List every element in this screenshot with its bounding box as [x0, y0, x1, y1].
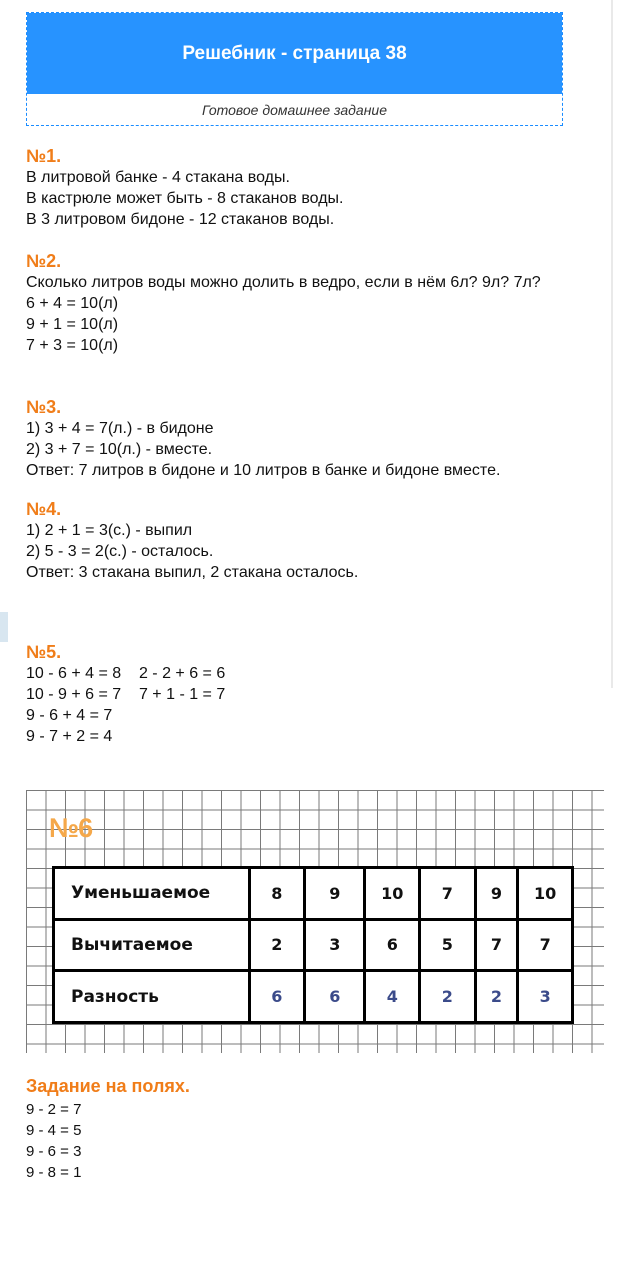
row-label: Разность: [54, 971, 250, 1023]
task-line: 6 + 4 = 10(л): [26, 295, 119, 312]
task-title: №5.: [26, 642, 62, 662]
row-label: Уменьшаемое: [54, 868, 250, 920]
task-line: 10 - 6 + 4 = 8 2 - 2 + 6 = 6: [26, 665, 226, 682]
table-cell: 2: [249, 919, 305, 971]
task-line: 9 + 1 = 10(л): [26, 316, 119, 333]
task-6-image: [26, 790, 604, 1053]
table-row: [54, 868, 573, 920]
task-line: 9 - 7 + 2 = 4: [26, 728, 113, 745]
task-line: Ответ: 3 стакана выпил, 2 стакана осталось.: [26, 564, 359, 581]
table-cell: 9: [305, 868, 365, 920]
page-subtitle: Готовое домашнее задание: [201, 101, 387, 118]
table-cell: 7: [475, 919, 518, 971]
page-title: Решебник - страница 38: [27, 13, 562, 94]
table-cell: 7: [420, 868, 476, 920]
task-4: [26, 498, 586, 583]
task-3: [26, 396, 586, 481]
table-cell: 3: [518, 971, 573, 1023]
task-line: 10 - 9 + 6 = 7 7 + 1 - 1 = 7: [26, 686, 226, 703]
margin-task: [26, 1099, 81, 1183]
task-line: 9 - 6 = 3: [26, 1143, 82, 1160]
task-line: 2) 3 + 7 = 10(л.) - вместе.: [26, 441, 213, 458]
row-label: Вычитаемое: [54, 919, 250, 971]
table-cell: 7: [518, 919, 573, 971]
table-cell: 2: [475, 971, 518, 1023]
table-cell: 8: [249, 868, 305, 920]
task-line: 9 - 6 + 4 = 7: [26, 707, 113, 724]
task-line: 1) 3 + 4 = 7(л.) - в бидоне: [26, 420, 214, 437]
task-title: №2.: [26, 251, 62, 271]
page-header: [26, 12, 563, 126]
table-cell: 4: [365, 971, 420, 1023]
table-cell: 6: [305, 971, 365, 1023]
task-line: 9 - 8 = 1: [26, 1164, 82, 1181]
task-title: №1.: [26, 146, 62, 166]
table-cell: 6: [249, 971, 305, 1023]
task-line: 9 - 2 = 7: [26, 1101, 82, 1118]
page-edge-line: [611, 0, 613, 688]
table-cell: 6: [365, 919, 420, 971]
side-marker: [0, 612, 8, 642]
task-line: 2) 5 - 3 = 2(с.) - осталось.: [26, 543, 214, 560]
task-line: 9 - 4 = 5: [26, 1122, 82, 1139]
task-6-title: №6: [49, 813, 93, 843]
task-question: Сколько литров воды можно долить в ведро, если в нём 6л? 9л? 7л?: [26, 274, 541, 291]
margin-task-title: Задание на полях.: [26, 1076, 190, 1096]
table-cell: 5: [420, 919, 476, 971]
task-line: Ответ: 7 литров в бидоне и 10 литров в банке и бидоне вместе.: [26, 462, 501, 479]
task-line: 7 + 3 = 10(л): [26, 337, 119, 354]
task-line: 1) 2 + 1 = 3(с.) - выпил: [26, 522, 193, 539]
task-line: В кастрюле может быть - 8 стаканов воды.: [26, 190, 344, 207]
task-2: [26, 250, 561, 356]
table-cell: 3: [305, 919, 365, 971]
table-cell: 2: [420, 971, 476, 1023]
task-line: В 3 литровом бидоне - 12 стаканов воды.: [26, 211, 335, 228]
task-title: №4.: [26, 499, 62, 519]
task-line: В литровой банке - 4 стакана воды.: [26, 169, 290, 186]
table-cell: 9: [475, 868, 518, 920]
table-cell: 10: [365, 868, 420, 920]
task-title: №3.: [26, 397, 62, 417]
table-cell: 10: [518, 868, 573, 920]
subtraction-table: [52, 866, 574, 1024]
table-row: [54, 919, 573, 971]
task-1: [26, 145, 586, 230]
table-row: [54, 971, 573, 1023]
task-5: [26, 641, 586, 747]
